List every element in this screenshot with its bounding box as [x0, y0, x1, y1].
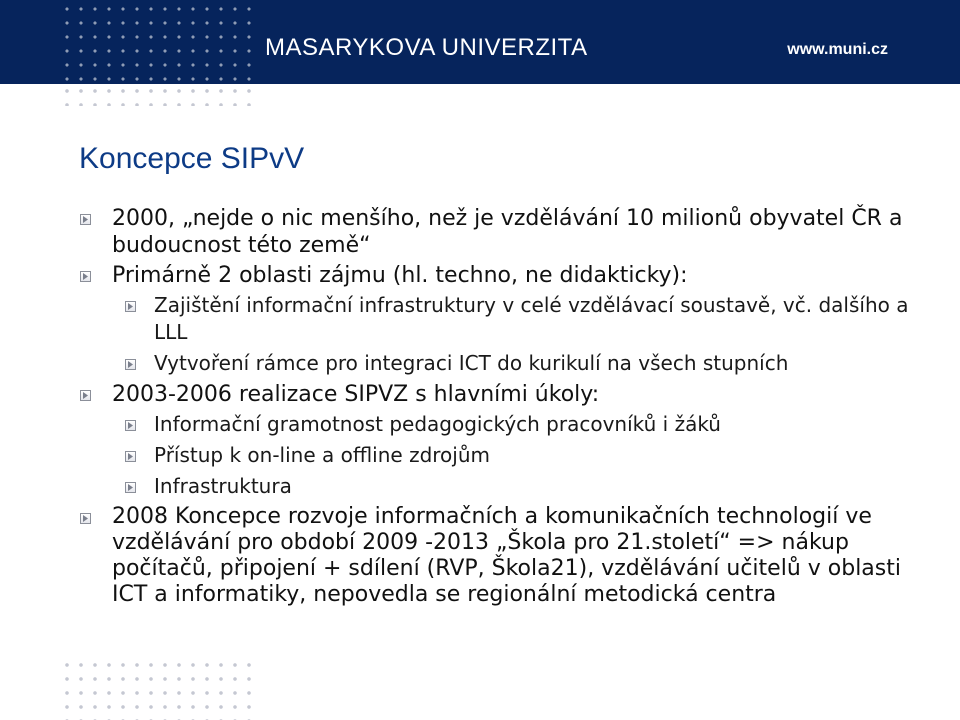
bullet-list: [80, 205, 940, 611]
arrow-bullet-icon: [125, 482, 136, 493]
bullet-item: [80, 205, 940, 259]
sub-bullet-item: [80, 473, 940, 500]
bullet-item: [80, 262, 940, 289]
arrow-bullet-icon: [125, 451, 136, 462]
header-bar: [0, 0, 960, 84]
arrow-bullet-icon: [125, 301, 136, 312]
bullet-item: [80, 381, 940, 408]
sub-bullet-item: [80, 442, 940, 469]
arrow-bullet-icon: [125, 420, 136, 431]
bullet-text: Vytvoření rámce pro integraci ICT do kurikulí na všech stupních: [154, 351, 789, 375]
sub-bullet-item: [80, 292, 940, 346]
dot-pattern-decoration: [60, 658, 260, 720]
bullet-text: Informační gramotnost pedagogických pracovníků i žáků: [154, 412, 721, 436]
arrow-bullet-icon: [80, 390, 91, 401]
arrow-bullet-icon: [80, 214, 91, 225]
university-url: www.muni.cz: [787, 41, 888, 58]
bullet-text: Přístup k on-line a offline zdrojům: [154, 443, 491, 467]
sub-bullet-item: [80, 350, 940, 377]
bullet-text: 2008 Koncepce rozvoje informačních a komunikačních technologií ve vzdělávání pro období 2009 -2013 „Škola pro 21.století“ => nákup počítačů, připojení + sdílení (RVP, Škola21), vzdělávání učitelů v oblasti ICT a informatiky, nepovedla se regionální metodická centra: [112, 504, 901, 607]
slide-title: Koncepce SIPvV: [79, 142, 305, 175]
bullet-text: 2003-2006 realizace SIPVZ s hlavními úkoly:: [112, 382, 600, 407]
bullet-text: Zajištění informační infrastruktury v celé vzdělávací soustavě, vč. dalšího a LLL: [154, 293, 909, 344]
arrow-bullet-icon: [80, 513, 91, 524]
bullet-text: Infrastruktura: [154, 474, 292, 498]
sub-bullet-item: [80, 411, 940, 438]
arrow-bullet-icon: [80, 271, 91, 282]
bullet-text: Primárně 2 oblasti zájmu (hl. techno, ne didakticky):: [112, 263, 688, 288]
bullet-item: [80, 504, 940, 608]
university-name: MASARYKOVA UNIVERZITA: [265, 34, 588, 61]
bullet-text: 2000, „nejde o nic menšího, než je vzdělávání 10 milionů obyvatel ČR a budoucnost této země“: [112, 206, 903, 258]
dot-pattern-decoration: [60, 84, 260, 106]
arrow-bullet-icon: [125, 359, 136, 370]
